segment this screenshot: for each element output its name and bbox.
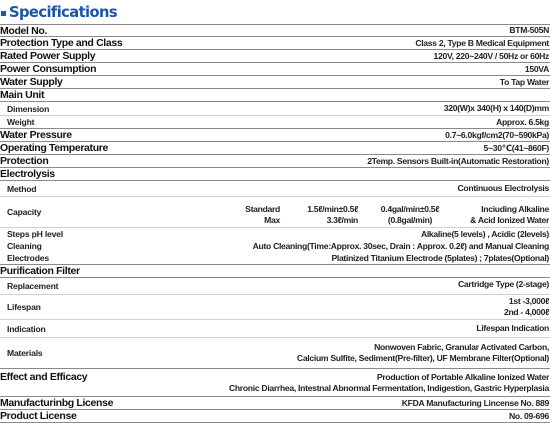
effect-line2: Chronic Diarrhea, Intestnal Abnormal Fermentation, Indigestion, Gastric Hyperplasia bbox=[228, 382, 549, 393]
row-method bbox=[0, 181, 550, 197]
capacity-note bbox=[470, 204, 549, 226]
row-label: Cleaning bbox=[7, 241, 42, 251]
row-label: Operating Temperature bbox=[0, 142, 108, 154]
row-label: Replacement bbox=[7, 281, 59, 291]
row-label: Electrodes bbox=[7, 253, 49, 263]
section-heading: Purification Filter bbox=[0, 265, 80, 277]
row-value-group bbox=[229, 369, 549, 396]
capacity-mode-labels bbox=[228, 204, 280, 226]
row-product-license bbox=[0, 410, 550, 423]
materials-line1: Nonwoven Fabric, Granular Activated Carbon, bbox=[374, 342, 549, 352]
materials-line2: Calcium Sulfite, Sediment(Pre-filter), UF Membrane Filter(Optional) bbox=[296, 353, 549, 363]
capacity-gallons bbox=[370, 204, 450, 226]
row-value: Auto Cleaning(Time:Approx. 30sec, Drain : Approx. 0.2ℓ) and Manual Cleaning bbox=[252, 240, 549, 251]
row-model-no bbox=[0, 24, 550, 37]
row-electrolysis bbox=[0, 168, 550, 181]
row-value: To Tap Water bbox=[499, 76, 549, 87]
capacity-metric bbox=[290, 204, 358, 226]
row-dimension bbox=[0, 102, 550, 116]
lifespan-second: 2nd - 4,000ℓ bbox=[503, 307, 549, 317]
row-value: Continuous Electrolysis bbox=[457, 183, 549, 193]
row-label: Model No. bbox=[0, 24, 48, 37]
max-gal-value: (0.8gal/min) bbox=[387, 215, 433, 225]
row-label: Weight bbox=[7, 117, 35, 127]
row-protection bbox=[0, 155, 550, 168]
capacity-note-line1: Inciuding Alkaline bbox=[481, 204, 549, 214]
capacity-grid bbox=[0, 197, 550, 227]
row-cleaning bbox=[0, 240, 550, 252]
row-value: 2Temp. Sensors Built-in(Automatic Restoration) bbox=[367, 155, 549, 166]
row-value: 0.7~6.0kgf/cm2(70~590kPa) bbox=[445, 129, 549, 140]
row-effect-efficacy bbox=[0, 369, 550, 397]
standard-label: Standard bbox=[245, 204, 280, 214]
row-manufacturing-license bbox=[0, 397, 550, 410]
standard-metric-value: 1.5ℓ/min±0.5ℓ bbox=[307, 204, 358, 214]
row-label: Water Pressure bbox=[0, 129, 72, 141]
row-lifespan bbox=[0, 295, 550, 320]
row-label: Effect and Efficacy bbox=[0, 371, 88, 383]
row-weight bbox=[0, 116, 550, 129]
row-label: Method bbox=[7, 183, 37, 194]
row-value: No. 09-696 bbox=[509, 410, 549, 421]
row-water-pressure bbox=[0, 129, 550, 142]
section-heading: Electrolysis bbox=[0, 168, 55, 180]
row-value: 320(W)x 340(H) x 140(D)mm bbox=[443, 103, 549, 113]
row-value: Approx. 6.5kg bbox=[496, 116, 549, 127]
row-label: Materials bbox=[7, 348, 43, 358]
row-capacity bbox=[0, 197, 550, 228]
row-label: Protection Type and Class bbox=[0, 37, 123, 49]
row-value: Cartridge Type (2-stage) bbox=[457, 279, 549, 289]
row-label: Power Consumption bbox=[0, 63, 97, 75]
standard-gal-value: 0.4gal/min±0.5ℓ bbox=[380, 204, 440, 214]
row-value: KFDA Manufacturing Lincense No. 889 bbox=[401, 397, 549, 408]
row-value: 150VA bbox=[524, 63, 549, 74]
max-label: Max bbox=[264, 215, 280, 225]
row-indication bbox=[0, 320, 550, 338]
effect-line1: Production of Portable Alkaline Ionized Water bbox=[376, 371, 549, 382]
row-value: BTM-505N bbox=[509, 25, 549, 35]
row-materials bbox=[0, 338, 550, 369]
row-power-consumption bbox=[0, 63, 550, 76]
lifespan-first: 1st -3,000ℓ bbox=[508, 296, 549, 306]
row-purification-filter bbox=[0, 265, 550, 278]
row-label: Product License bbox=[0, 410, 77, 422]
row-label: Manufacturinbg License bbox=[0, 397, 114, 409]
section-heading: Main Unit bbox=[0, 89, 45, 101]
row-value-group bbox=[504, 295, 549, 319]
row-label: Indication bbox=[7, 323, 46, 334]
row-label: Protection bbox=[0, 155, 49, 167]
row-water-supply bbox=[0, 76, 550, 89]
row-electrodes bbox=[0, 252, 550, 265]
row-operating-temperature bbox=[0, 142, 550, 155]
page-title: Specifications bbox=[9, 3, 118, 21]
row-value-group bbox=[297, 338, 549, 368]
row-value: Platinized Titanium Electrode (5plates) ; 7plates(Optional) bbox=[331, 252, 549, 263]
row-steps-ph bbox=[0, 228, 550, 240]
row-value: 120V, 220~240V / 50Hz or 60Hz bbox=[433, 50, 549, 61]
row-label: Capacity bbox=[7, 207, 42, 217]
row-value: Lifespan Indication bbox=[476, 323, 549, 333]
title-block bbox=[0, 0, 119, 22]
row-label: Dimension bbox=[7, 103, 50, 114]
row-main-unit bbox=[0, 89, 550, 102]
row-label: Lifespan bbox=[7, 302, 41, 312]
row-label: Steps pH level bbox=[7, 229, 63, 239]
row-value: 5~30℃(41~860F) bbox=[483, 142, 549, 153]
row-value: Alkaline(5 levels) , Acidic (2levels) bbox=[420, 228, 549, 239]
max-metric-value: 3.3ℓ/min bbox=[326, 215, 358, 225]
row-label: Rated Power Supply bbox=[0, 50, 96, 62]
row-value: Class 2, Type B Medical Equipment bbox=[415, 37, 549, 48]
row-protection-type bbox=[0, 37, 550, 50]
row-rated-power bbox=[0, 50, 550, 63]
row-replacement bbox=[0, 278, 550, 295]
square-bullet-icon bbox=[1, 11, 6, 16]
row-label: Water Supply bbox=[0, 76, 63, 88]
capacity-note-line2: & Acid Ionized Water bbox=[470, 215, 549, 225]
spec-table bbox=[0, 24, 550, 423]
